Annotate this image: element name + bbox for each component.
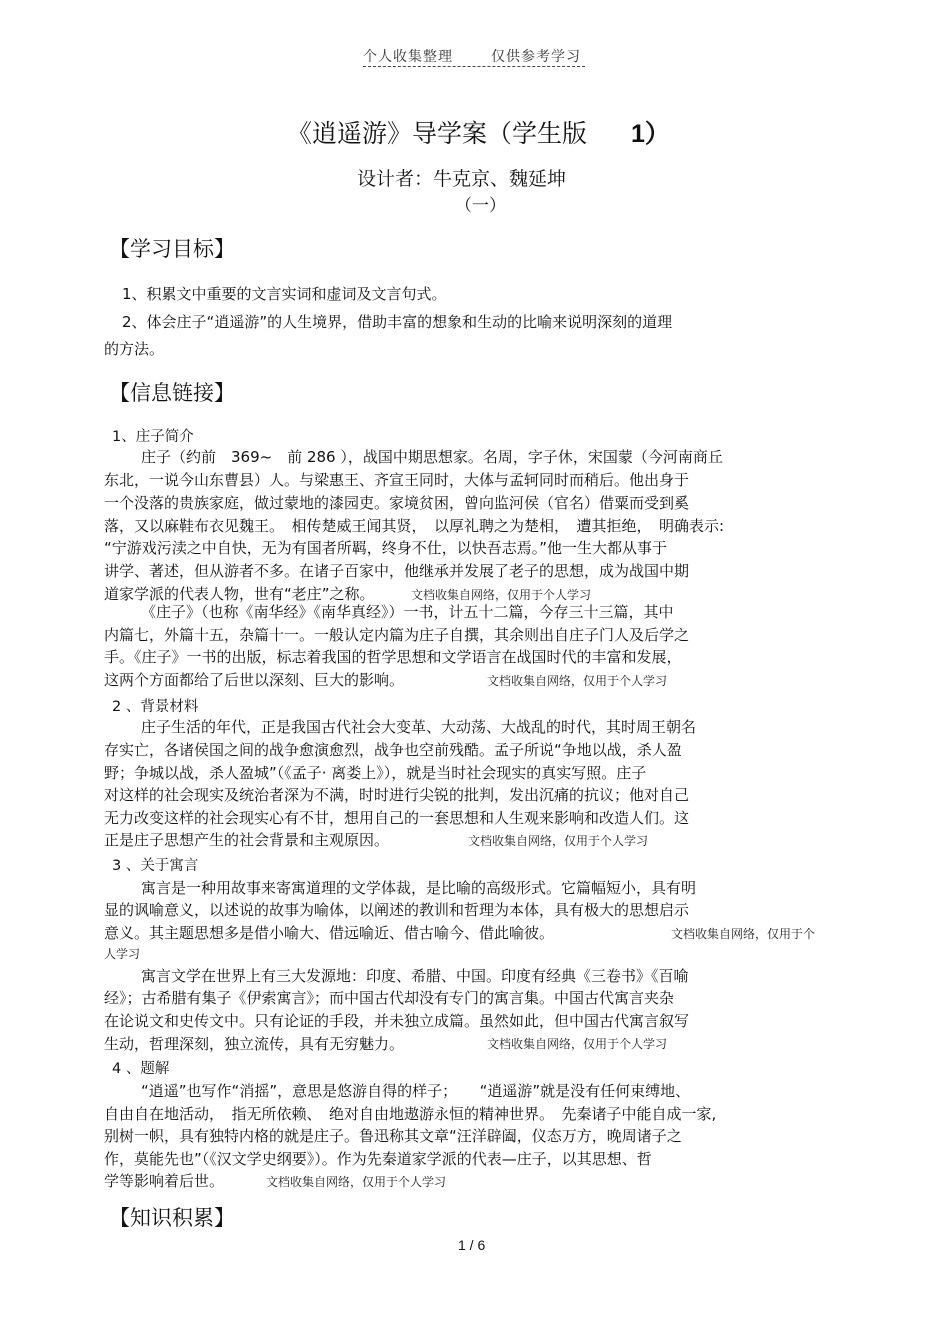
source-note: 文档收集自网络，仅用于个人学习	[266, 1175, 447, 1189]
section-heading-knowledge: 【知识积累】	[109, 1206, 235, 1230]
para-line: 一个没落的贵族家庭，做过蒙地的漆园吏。家境贫困，曾向监河侯（官名）借粟而受到奚	[104, 494, 690, 512]
para-line: 存实亡，各诸侯国之间的战争愈演愈烈，战争也空前残酷。孟子所说“争地以战，杀人盈	[104, 741, 682, 759]
designer-line: 设计者：牛克京、魏延坤	[357, 168, 567, 190]
para-line: “宁游戏污渎之中自快，无为有国者所羁，终身不仕，以快吾志焉。”他一生大都从事于	[104, 539, 668, 557]
part-label: （一）	[455, 196, 506, 216]
para-line: 内篇七，外篇十五，杂篇十一。一般认定内篇为庄子自撰，其余则出自庄子门人及后学之	[104, 626, 690, 644]
source-note: 文档收集自网络，仅用于个	[671, 927, 816, 941]
para-line: 讲学、著述，但从游者不多。在诸子百家中，他继承并发展了老子的思想，成为战国中期	[104, 562, 690, 580]
header-right-text: 仅供参考学习	[491, 49, 581, 65]
para-line: “逍遥”也写作“消摇”，意思是悠游自得的样子； “逍遥游”就是没有任何束缚地、	[141, 1082, 691, 1100]
para-line: 意义。其主题思想多是借小喻大、借远喻近、借古喻今、借此喻彼。	[104, 924, 555, 942]
info-heading-2: 2 、背景材料	[112, 699, 199, 715]
header-left-text: 个人收集整理	[363, 49, 453, 65]
source-note: 文档收集自网络，仅用于个人学习	[487, 674, 668, 688]
objective-2: 2、体会庄子“逍遥游”的人生境界，借助丰富的想象和生动的比喻来说明深刻的道理	[122, 313, 673, 331]
para-line: 寓言是一种用故事来寄寓道理的文学体裁，是比喻的高级形式。它篇幅短小，具有明	[141, 879, 697, 897]
para-line: 手。《庄子》一书的出版，标志着我国的哲学思想和文学语言在战国时代的丰富和发展，	[104, 648, 682, 666]
para-line: 对这样的社会现实及统治者深为不满，时时进行尖锐的批判，发出沉痛的抗议；他对自己	[104, 786, 690, 804]
para-line: 学等影响着后世。	[104, 1172, 225, 1190]
para-line: 野；争城以战，杀人盈城”（《孟子· 离娄上》），就是当时社会现实的真实写照。庄子	[104, 764, 647, 782]
para-line: 在论说文和史传文中。只有论证的手段，并未独立成篇。虽然如此，但中国古代寓言叙写	[104, 1012, 690, 1030]
page-number: 1 / 6	[458, 1237, 486, 1253]
para-line: 作，莫能先也”（《汉文学史纲要》）。作为先秦道家学派的代表—庄子，以其思想、哲	[104, 1150, 652, 1168]
document-title	[287, 114, 670, 150]
para-line: 《庄子》（也称《南华经》《南华真经》）一书，计五十二篇，今存三十三篇，其中	[141, 603, 674, 621]
para-line: 庄子（约前 369~ 前 286 ），战国中期思想家。名周，字子休，宋国蒙（今河南商丘	[141, 448, 723, 466]
section-heading-info: 【信息链接】	[109, 381, 235, 405]
info-heading-3: 3 、关于寓言	[112, 858, 199, 874]
para-line: 道家学派的代表人物，世有“老庄”之称。	[104, 585, 375, 603]
para-line: 寓言文学在世界上有三大发源地：印度、希腊、中国。印度有经典《三卷书》《百喻	[141, 967, 689, 985]
para-line: 东北，一说今山东曹县）人。与梁惠王、齐宣王同时，大体与孟轲同时而稍后。他出身于	[104, 471, 690, 489]
source-note: 文档收集自网络，仅用于个人学习	[411, 588, 592, 602]
para-line: 经》；古希腊有集子《伊索寓言》；而中国古代却没有专门的寓言集。中国古代寓言夹杂	[104, 989, 675, 1007]
page-header	[363, 46, 581, 66]
para-line: 别树一帜，具有独特内格的就是庄子。鲁迅称其文章“汪洋辟阖，仪态万方，晚周诸子之	[104, 1127, 682, 1145]
info-heading-4: 4 、题解	[112, 1061, 170, 1077]
para-line: 这两个方面都给了后世以深刻、巨大的影响。	[104, 671, 405, 689]
para-line: 显的讽喻意义，以述说的故事为喻体，以阐述的教训和哲理为本体，具有极大的思想启示	[104, 901, 690, 919]
source-note: 文档收集自网络，仅用于个人学习	[468, 834, 649, 848]
para-line: 生动，哲理深刻，独立流传，具有无穷魅力。	[104, 1035, 405, 1053]
para-line: 正是庄子思想产生的社会背景和主观原因。	[104, 831, 390, 849]
section-heading-objectives: 【学习目标】	[109, 237, 235, 261]
title-text: 《逍遥游》导学案（学生版	[287, 119, 588, 148]
source-note: 文档收集自网络，仅用于个人学习	[487, 1037, 668, 1051]
objective-2-cont: 的方法。	[104, 340, 165, 358]
source-note-cont: 人学习	[104, 947, 141, 961]
para-line: 自由自在地活动， 指无所依赖、 绝对自由地遨游永恒的精神世界。 先秦诸子中能自成一家,	[104, 1105, 717, 1123]
info-heading-1: 1、庄子简介	[112, 429, 194, 445]
para-line: 落，又以麻鞋布衣见魏王。 相传楚威王闻其贤， 以厚礼聘之为楚相， 遭其拒绝， 明确表示:	[104, 517, 725, 535]
objective-1: 1、积累文中重要的文言实词和虚词及文言句式。	[122, 285, 447, 303]
header-rule	[363, 66, 585, 67]
para-line: 无力改变这样的社会现实心有不甘，想用自己的一套思想和人生观来影响和改造人们。这	[104, 809, 690, 827]
para-line: 庄子生活的年代，正是我国古代社会大变革、大动荡、大战乱的时代，其时周王朝名	[141, 718, 697, 736]
title-number: 1）	[631, 120, 670, 148]
